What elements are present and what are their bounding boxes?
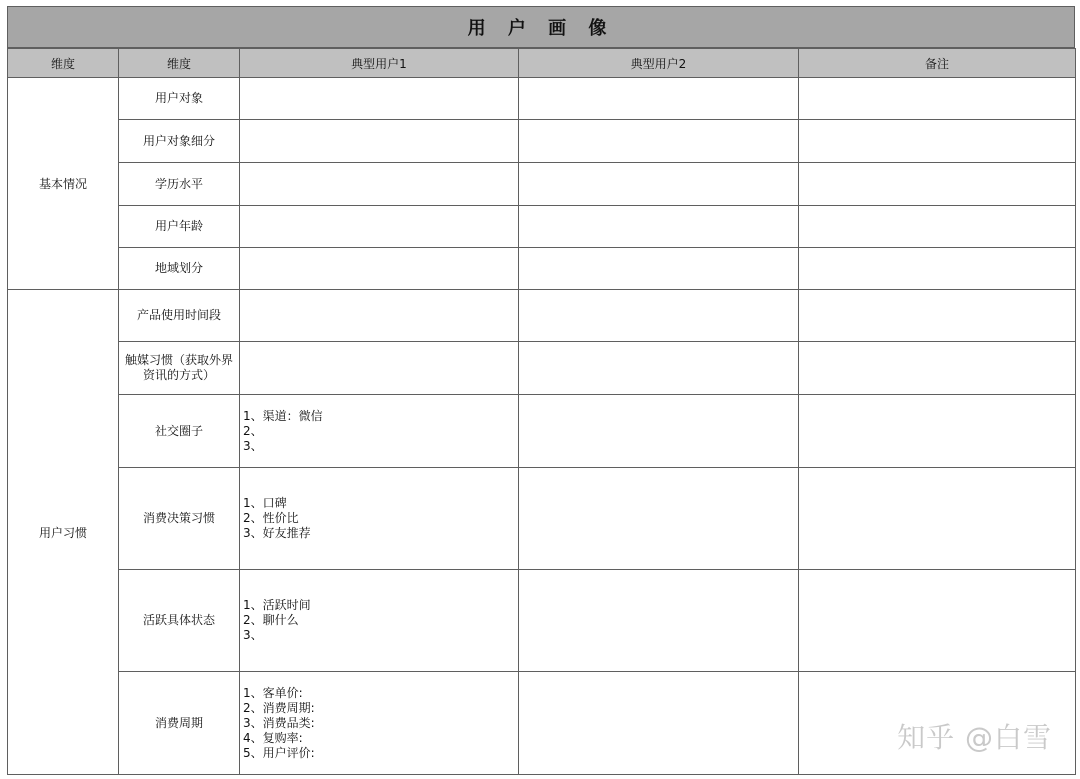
row-label: 消费周期 xyxy=(119,672,240,775)
persona-table xyxy=(7,48,1076,775)
cell-user2[interactable] xyxy=(519,468,799,570)
cell-note[interactable] xyxy=(799,120,1076,163)
cell-user1[interactable] xyxy=(240,248,519,290)
cell-line: 1、口碑 xyxy=(243,496,287,510)
table-row xyxy=(8,570,1076,672)
cell-line: 1、渠道：微信 xyxy=(243,408,323,423)
sheet-title: 用 户 画 像 xyxy=(7,6,1075,48)
cell-line: 2、性价比 xyxy=(243,511,299,525)
cell-user1[interactable] xyxy=(240,672,519,775)
cell-note[interactable] xyxy=(799,206,1076,248)
cell-user1[interactable] xyxy=(240,206,519,248)
table-body xyxy=(8,78,1076,775)
header-note: 备注 xyxy=(799,49,1076,78)
cell-line: 1、客单价: xyxy=(243,685,303,700)
cell-note[interactable] xyxy=(799,163,1076,206)
row-label: 活跃具体状态 xyxy=(119,570,240,672)
watermark: 知乎 @白雪 xyxy=(897,721,1052,754)
cell-user1[interactable] xyxy=(240,120,519,163)
table-row xyxy=(8,395,1076,468)
cell-user2[interactable] xyxy=(519,163,799,206)
cell-user2[interactable] xyxy=(519,570,799,672)
row-label: 学历水平 xyxy=(119,163,240,206)
cell-line: 2、 xyxy=(243,423,263,438)
cell-line: 3、好友推荐 xyxy=(243,526,311,540)
cell-note[interactable] xyxy=(799,395,1076,468)
header-sub-dimension: 维度 xyxy=(119,49,240,78)
row-label: 触媒习惯（获取外界资讯的方式） xyxy=(119,342,240,395)
cell-line: 1、活跃时间 xyxy=(243,598,311,612)
cell-line: 2、消费周期: xyxy=(243,700,315,715)
cell-line: 5、用户评价: xyxy=(243,745,315,760)
table-row xyxy=(8,206,1076,248)
header-user2: 典型用户2 xyxy=(519,49,799,78)
cell-user2[interactable] xyxy=(519,342,799,395)
header-dimension: 维度 xyxy=(8,49,119,78)
cell-line: 3、 xyxy=(243,438,263,453)
header-user1: 典型用户1 xyxy=(240,49,519,78)
group-label: 用户习惯 xyxy=(8,290,119,775)
row-label: 地域划分 xyxy=(119,248,240,290)
row-label: 消费决策习惯 xyxy=(119,468,240,570)
table-row xyxy=(8,290,1076,342)
table-row xyxy=(8,163,1076,206)
cell-user2[interactable] xyxy=(519,206,799,248)
cell-user2[interactable] xyxy=(519,248,799,290)
row-label: 用户对象 xyxy=(119,78,240,120)
cell-user2[interactable] xyxy=(519,672,799,775)
row-label: 社交圈子 xyxy=(119,395,240,468)
cell-note[interactable] xyxy=(799,78,1076,120)
cell-line: 4、复购率: xyxy=(243,730,303,745)
cell-line: 3、消费品类: xyxy=(243,715,315,730)
cell-user1[interactable] xyxy=(240,395,519,468)
spreadsheet xyxy=(7,6,1075,775)
table-row xyxy=(8,248,1076,290)
cell-user1[interactable] xyxy=(240,290,519,342)
cell-user2[interactable] xyxy=(519,395,799,468)
cell-user2[interactable] xyxy=(519,290,799,342)
cell-user1[interactable] xyxy=(240,468,519,570)
cell-user1[interactable] xyxy=(240,78,519,120)
row-label: 产品使用时间段 xyxy=(119,290,240,342)
row-label: 用户年龄 xyxy=(119,206,240,248)
cell-line: 3、 xyxy=(243,628,263,642)
cell-user2[interactable] xyxy=(519,120,799,163)
cell-note[interactable] xyxy=(799,468,1076,570)
cell-user1[interactable] xyxy=(240,163,519,206)
table-row xyxy=(8,468,1076,570)
cell-user1[interactable] xyxy=(240,570,519,672)
cell-note[interactable] xyxy=(799,290,1076,342)
table-row xyxy=(8,78,1076,120)
cell-note[interactable] xyxy=(799,342,1076,395)
header-row xyxy=(8,49,1076,78)
table-row xyxy=(8,342,1076,395)
cell-user2[interactable] xyxy=(519,78,799,120)
group-label: 基本情况 xyxy=(8,78,119,290)
cell-line: 2、聊什么 xyxy=(243,613,299,627)
table-row xyxy=(8,120,1076,163)
cell-note[interactable] xyxy=(799,570,1076,672)
row-label: 用户对象细分 xyxy=(119,120,240,163)
cell-note[interactable] xyxy=(799,248,1076,290)
cell-user1[interactable] xyxy=(240,342,519,395)
